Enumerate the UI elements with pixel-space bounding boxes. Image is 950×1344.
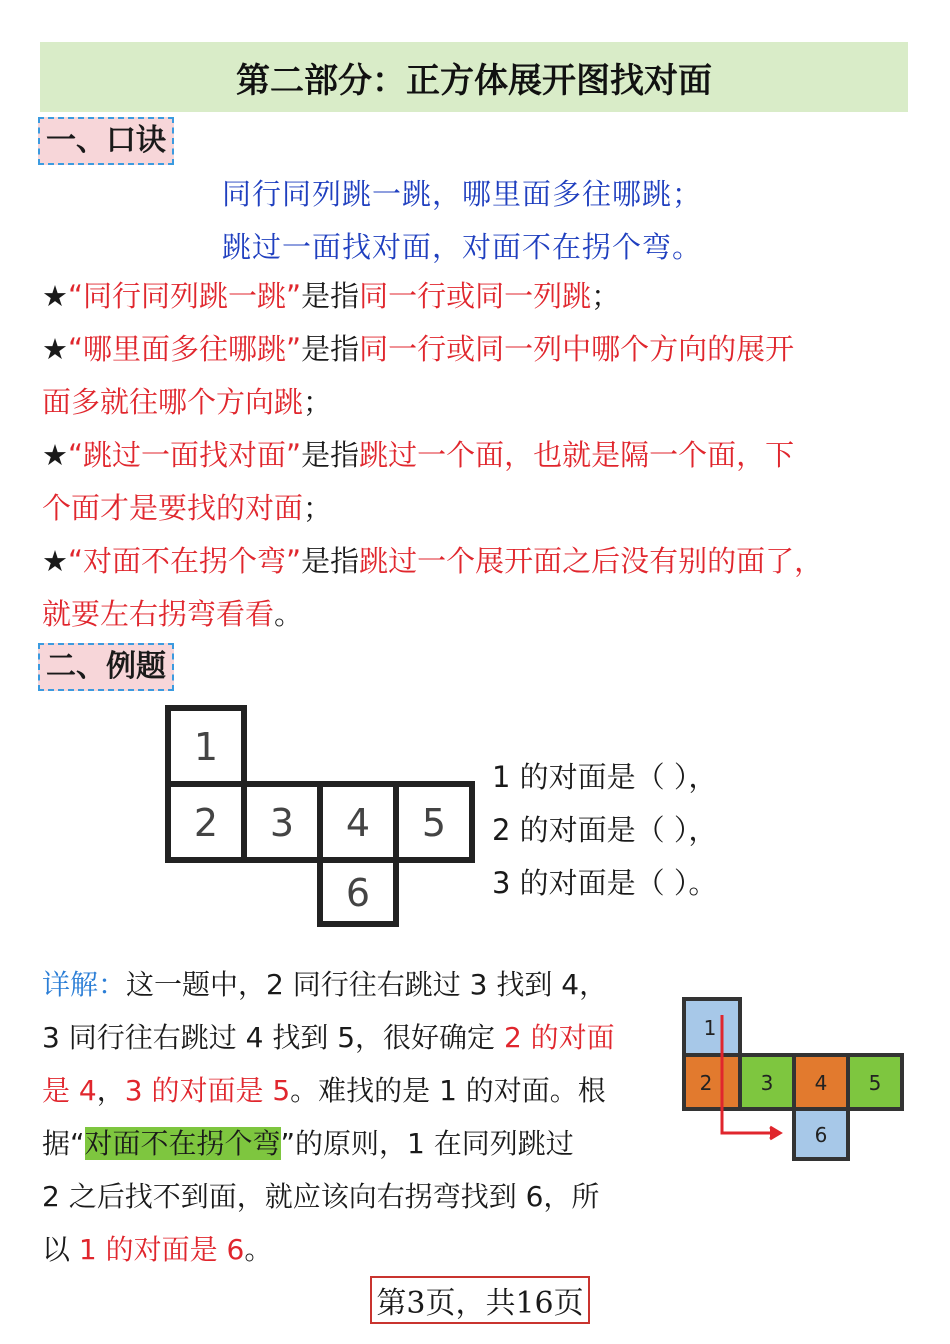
text: ； <box>303 491 333 525</box>
quote: “哪里面多往哪跳” <box>68 332 302 366</box>
color-face-label-3: 3 <box>760 1071 774 1095</box>
question-3: 3 的对面是（ ）。 <box>492 866 718 900</box>
highlight: 就要左右拐弯看看 <box>42 597 275 631</box>
detail-text: 。 <box>244 1233 273 1266</box>
detail-explanation <box>42 958 672 1276</box>
color-face-label-2: 2 <box>699 1071 713 1095</box>
quote: “跳过一面找对面” <box>68 438 302 472</box>
color-face-label-1: 1 <box>703 1016 717 1040</box>
text: ； <box>303 385 333 419</box>
detail-text: 3 同行往右跳过 4 找到 5，很好确定 <box>42 1021 504 1054</box>
detail-answer: 1 的对面是 6 <box>78 1233 245 1266</box>
color-face-label-4: 4 <box>814 1071 828 1095</box>
highlight: 面多就往哪个方向跳 <box>42 385 304 419</box>
quote: “同行同列跳一跳” <box>68 279 302 313</box>
detail-text: 2 之后找不到面，就应该向右拐弯找到 6，所 <box>42 1180 600 1213</box>
detail-colon: ： <box>98 968 127 1001</box>
detail-label: 详解 <box>42 968 99 1001</box>
highlight: 个面才是要找的对面 <box>42 491 304 525</box>
explanation-4 <box>42 535 912 641</box>
detail-text: “ <box>70 1127 85 1160</box>
face-label-5: 5 <box>421 801 447 845</box>
star-icon: ★ <box>42 279 68 313</box>
text: 。 <box>274 597 304 631</box>
text: 是指 <box>301 279 360 313</box>
section-heading-example: 二、例题 <box>38 643 174 691</box>
verse-line-2: 跳过一面找对面，对面不在拐个弯。 <box>222 230 703 264</box>
explanation-3 <box>42 429 912 535</box>
text: ； <box>591 279 621 313</box>
detail-text: ， <box>96 1074 125 1107</box>
detail-answer: 是 4 <box>42 1074 97 1107</box>
page-number: 第3页，共16页 <box>370 1276 590 1324</box>
colored-cube-net <box>678 993 910 1165</box>
page-title: 第二部分：正方体展开图找对面 <box>40 42 908 112</box>
face-label-2: 2 <box>193 801 219 845</box>
verse-line-1: 同行同列跳一跳，哪里面多往哪跳； <box>222 177 703 211</box>
detail-answer: 3 的对面是 5 <box>124 1074 291 1107</box>
cube-net-diagram <box>160 700 480 932</box>
star-icon: ★ <box>42 332 68 366</box>
quote: “对面不在拐个弯” <box>68 544 302 578</box>
explanation-1 <box>42 270 912 323</box>
question-2: 2 的对面是（ ）， <box>492 813 718 847</box>
color-face-label-6: 6 <box>814 1123 828 1147</box>
star-icon: ★ <box>42 544 68 578</box>
highlight: 同一行或同一列中哪个方向的展开 <box>359 332 795 366</box>
highlight: 同一行或同一列跳 <box>359 279 592 313</box>
highlight: 跳过一个面，也就是隔一个面，下 <box>359 438 795 472</box>
text: 是指 <box>301 544 360 578</box>
detail-text: 据 <box>42 1127 71 1160</box>
question-1: 1 的对面是（ ）， <box>492 760 718 794</box>
detail-highlight: 对面不在拐个弯 <box>84 1127 281 1160</box>
detail-text: 这一题中，2 同行往右跳过 3 找到 4， <box>126 968 608 1001</box>
detail-text: ”的原则，1 在同列跳过 <box>280 1127 574 1160</box>
detail-text: 以 <box>42 1233 79 1266</box>
star-icon: ★ <box>42 438 68 472</box>
highlight: 跳过一个展开面之后没有别的面了， <box>359 544 824 578</box>
face-label-1: 1 <box>193 725 219 769</box>
section-heading-mnemonic: 一、口诀 <box>38 117 174 165</box>
face-label-4: 4 <box>345 801 371 845</box>
detail-answer: 2 的对面 <box>503 1021 615 1054</box>
text: 是指 <box>301 438 360 472</box>
color-face-label-5: 5 <box>868 1071 882 1095</box>
text: 是指 <box>301 332 360 366</box>
face-label-6: 6 <box>345 871 371 915</box>
explanation-2 <box>42 323 912 429</box>
face-label-3: 3 <box>269 801 295 845</box>
detail-text: 。难找的是 1 的对面。根 <box>290 1074 606 1107</box>
